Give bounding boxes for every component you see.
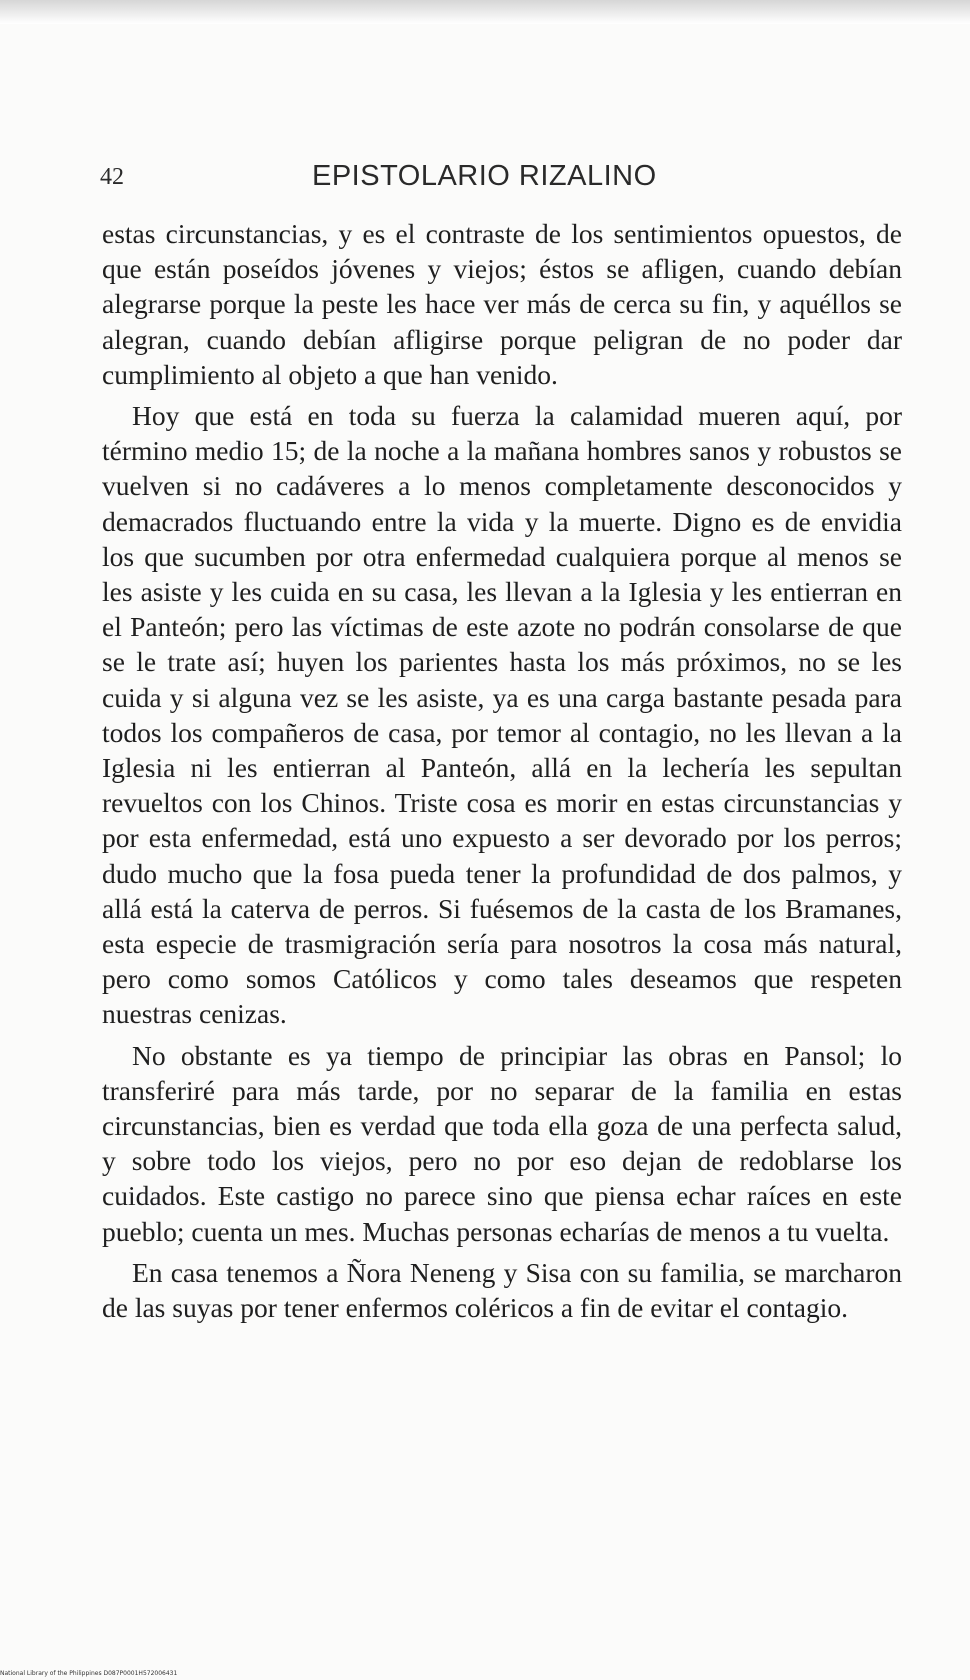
paragraph-pansol: No obstante es ya tiempo de principiar las obras en Pansol; lo transferiré para más tarde, por no separar de la familia en estas circunstancias, bien es verdad que toda ella goza de una perfecta salud, y sobre todo los viejos, pero no por eso dejan de redoblarse los cuidados. Este castigo no parece sino que piensa echar raíces en este pueblo; cuenta un mes. Muchas personas echarías de menos a tu vuelta. [102,1039,902,1247]
paragraph-family: En casa tenemos a Ñora Neneng y Sisa con su familia, se marcharon de las suyas por tener enfermos coléricos a fin de evitar el contagio. [102,1256,902,1324]
page-number: 42 [100,164,124,190]
letter-body [102,216,902,1331]
running-head [100,160,900,200]
scan-edge-shadow [0,0,970,24]
paragraph-calamity: Hoy que está en toda su fuerza la calamidad mueren aquí, por término medio 15; de la noche a la mañana hombres sanos y robustos se vuelven si no cadáveres a lo menos completamente desconocidos y demacrados fluctuando entre la vida y la muerte. Digno es de envidia los que sucumben por otra enfermedad cualquiera porque al menos se les asiste y les cuida en su casa, les llevan a la Iglesia y les entierran en el Panteón; pero las víctimas de este azote no podrán consolarse de que se le trate así; huyen los parientes hasta los más próximos, no se les cuida y si alguna vez se les asiste, ya es una carga bastante pesada para todos los compañeros de casa, por temor al contagio, no les llevan a la Iglesia ni les entierran al Panteón, allá en la lechería les sepultan revueltos con los Chinos. Triste cosa es morir en estas circunstancias y por esta enfermedad, está uno expuesto a ser devorado por los perros; dudo mucho que la fosa pueda tener la profundidad de dos palmos, y allá está la caterva de perros. Si fuésemos de la casta de los Bramanes, esta especie de trasmigración sería para nosotros la cosa más natural, pero como somos Católicos y como tales deseamos que respeten nuestras cenizas. [102,400,902,1030]
running-title: EPISTOLARIO RIZALINO [312,160,657,192]
library-credit-footer: National Library of the Philippines D087P0001H572006431 [0,1670,178,1677]
paragraph-continuation: estas circunstancias, y es el contraste de los sentimientos opuestos, de que están poseídos jóvenes y viejos; éstos se afligen, cuando debían alegrarse porque la peste les hace ver más de cerca su fin, y aquéllos se alegran, cuando debían afligirse porque peligran de no poder dar cumplimiento al objeto a que han venido. [102,218,902,390]
